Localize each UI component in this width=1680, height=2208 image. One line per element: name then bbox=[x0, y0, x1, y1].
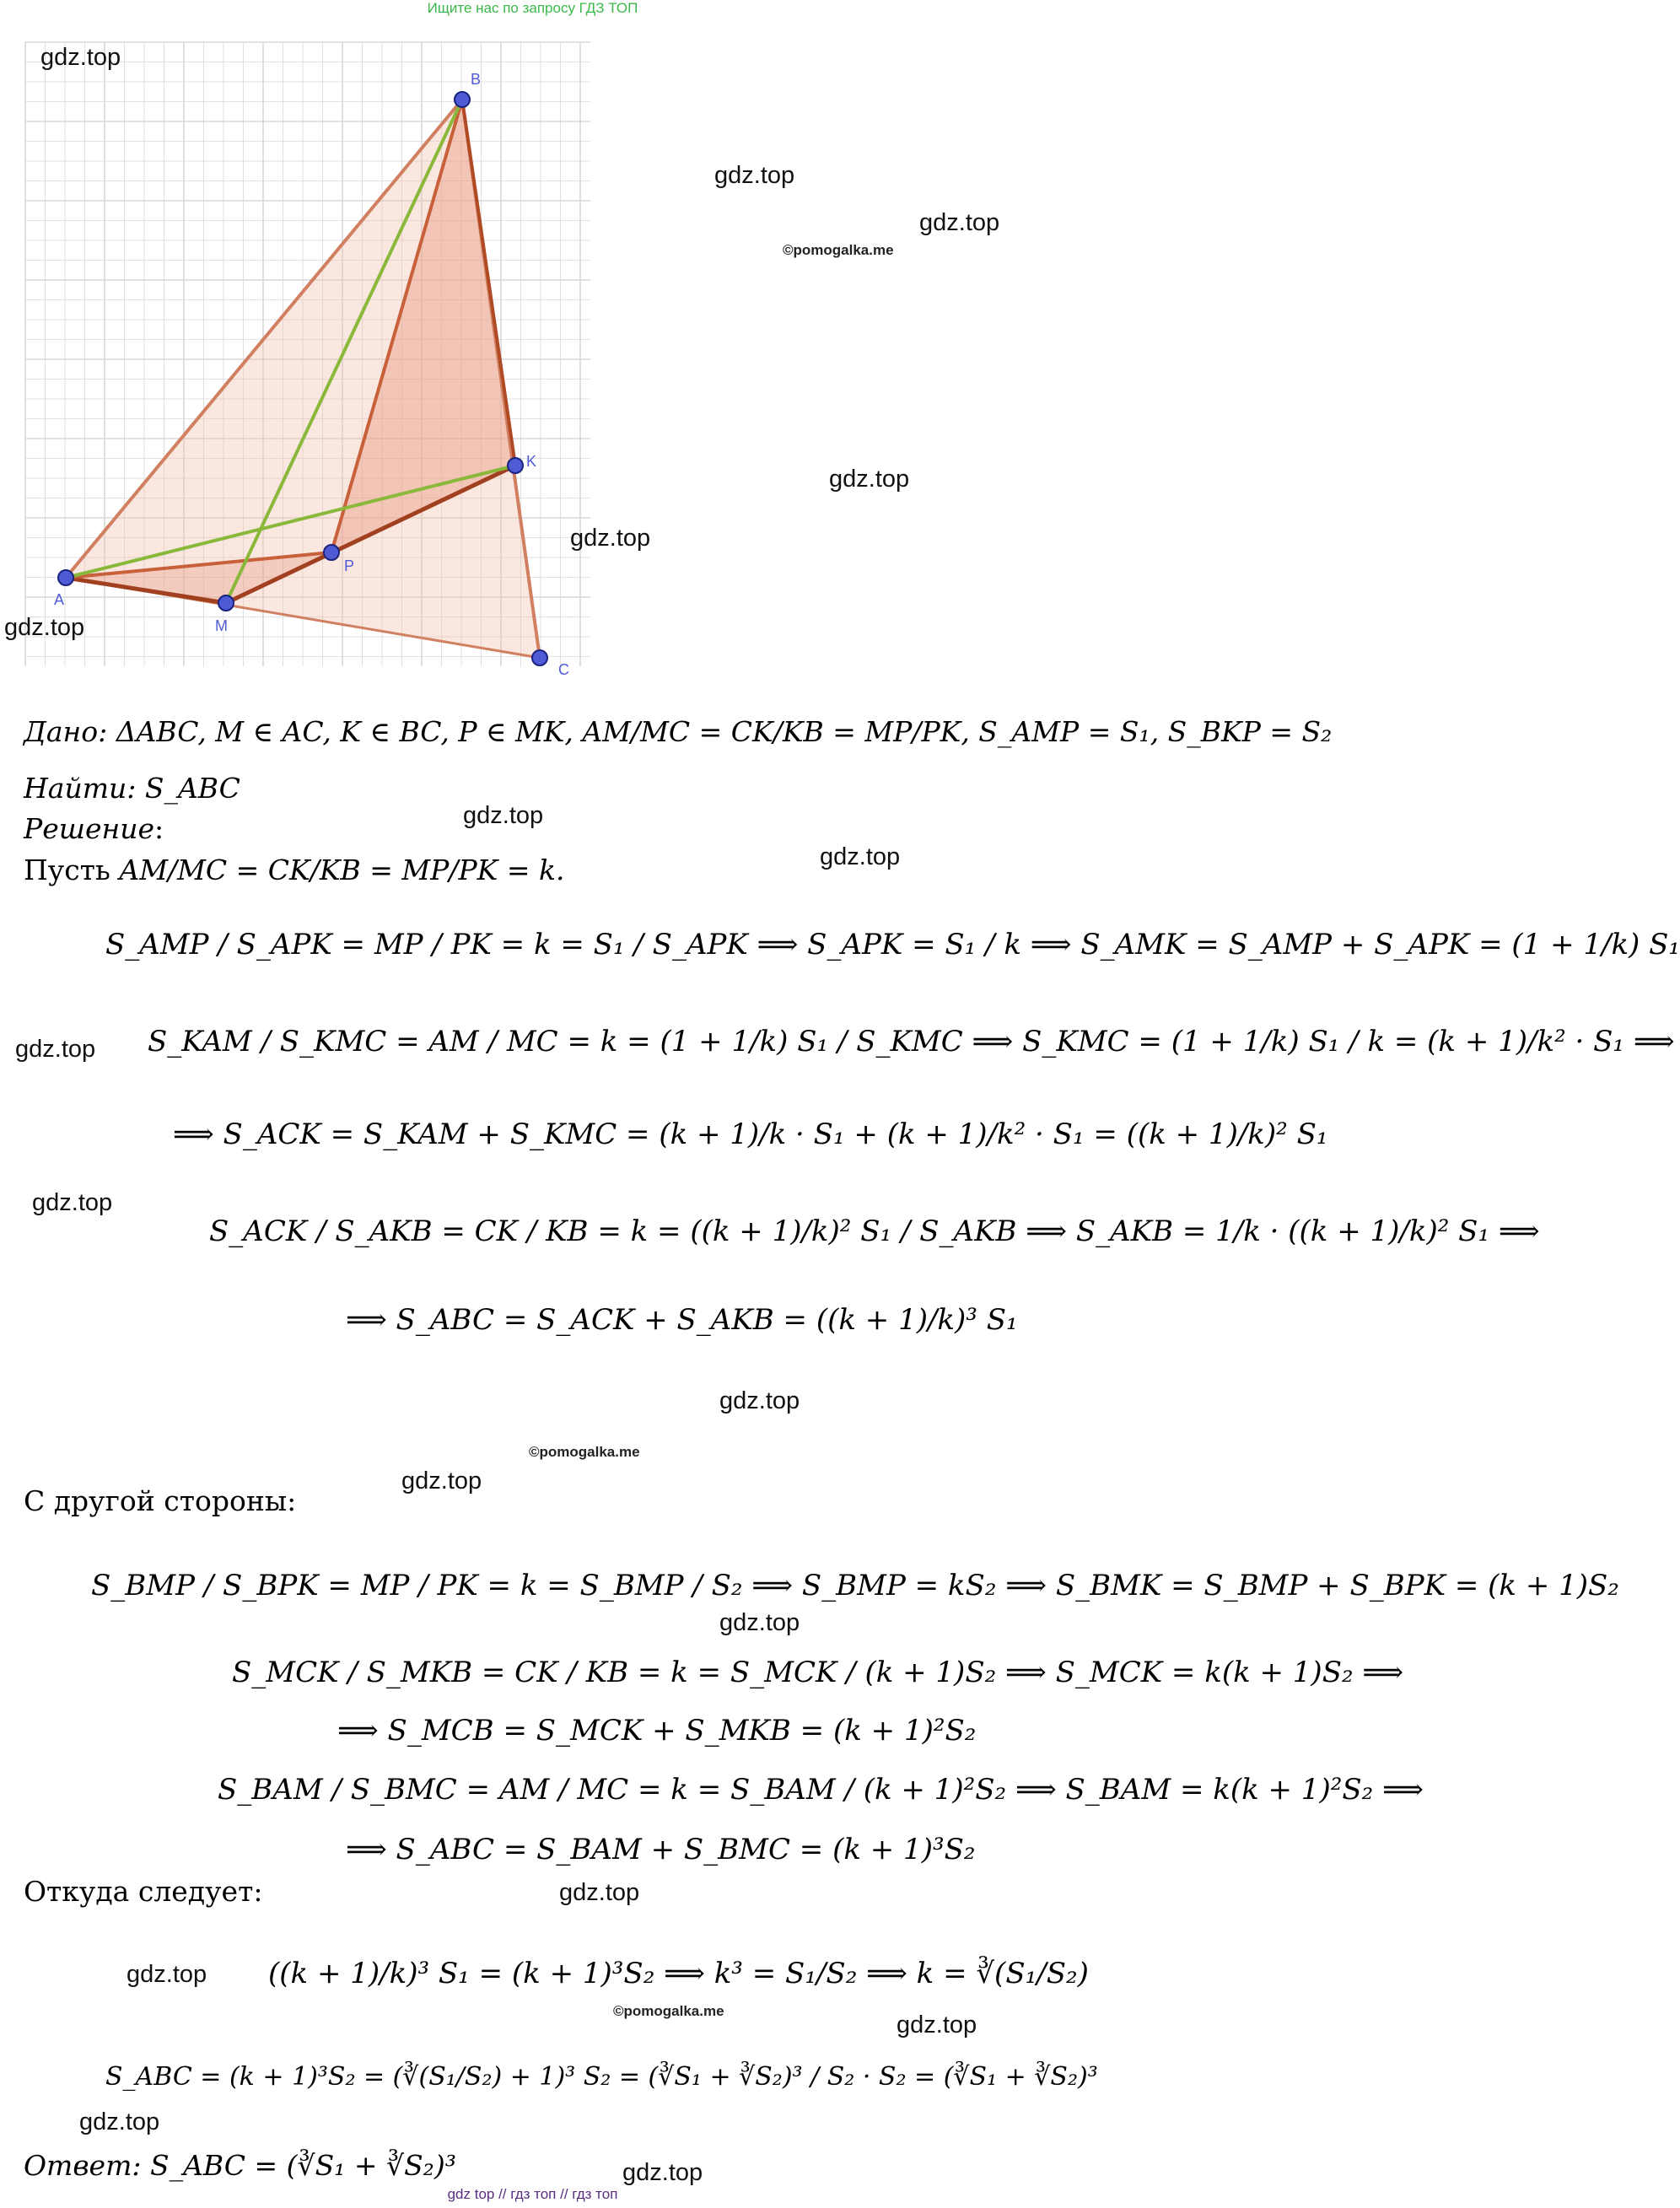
watermark: gdz.top bbox=[719, 1609, 800, 1636]
top-banner[interactable]: Ищите нас по запросу ГДЗ ТОП bbox=[427, 0, 638, 16]
label-c: C bbox=[558, 661, 569, 678]
given-label: Дано bbox=[24, 715, 99, 748]
point-a bbox=[58, 570, 73, 585]
label-p: P bbox=[344, 557, 355, 574]
point-b bbox=[455, 92, 470, 107]
footer-links[interactable]: gdz top // гдз топ // гдз топ bbox=[447, 2186, 618, 2202]
answer-label: Ответ: bbox=[24, 2149, 142, 2182]
equation-11: ((k + 1)/k)³ S₁ = (k + 1)³S₂ ⟹ k³ = S₁/S₂ ⟹ k = ∛(S₁/S₂) bbox=[268, 1957, 1089, 1990]
watermark: gdz.top bbox=[719, 1387, 800, 1414]
label-k: K bbox=[526, 453, 537, 470]
answer-body: S_ABC = (∛S₁ + ∛S₂)³ bbox=[141, 2149, 457, 2182]
equation-4: S_ACK / S_AKB = CK / KB = k = ((k + 1)/k)² S₁ / S_AKB ⟹ S_AKB = 1/k · ((k + 1)/k)² S₁ ⟹ bbox=[209, 1214, 1540, 1248]
watermark: gdz.top bbox=[15, 1036, 96, 1063]
given-line bbox=[24, 715, 1332, 748]
find-label: Найти bbox=[24, 772, 127, 805]
let-line bbox=[24, 854, 564, 886]
watermark: gdz.top bbox=[32, 1189, 113, 1216]
find-body: : S_ABC bbox=[127, 772, 240, 805]
equation-10: ⟹ S_ABC = S_BAM + S_BMC = (k + 1)³S₂ bbox=[346, 1833, 976, 1866]
watermark: gdz.top bbox=[401, 1468, 482, 1494]
watermark: gdz.top bbox=[897, 2011, 977, 2038]
let-body: AM/MC = CK/KB = MP/PK = k. bbox=[110, 854, 565, 886]
equation-1: S_AMP / S_APK = MP / PK = k = S₁ / S_APK ⟹ S_APK = S₁ / k ⟹ S_AMK = S_AMP + S_APK = (1 + 1/k) S₁ bbox=[105, 928, 1680, 961]
label-a: A bbox=[54, 591, 65, 608]
copyright: ©pomogalka.me bbox=[529, 1444, 640, 1460]
watermark: gdz.top bbox=[79, 2108, 160, 2135]
watermark: gdz.top bbox=[40, 44, 121, 71]
watermark: gdz.top bbox=[919, 209, 1000, 236]
point-m bbox=[218, 595, 234, 611]
triangle-figure bbox=[0, 25, 607, 678]
solution-colon: : bbox=[154, 812, 164, 845]
point-k bbox=[508, 458, 523, 473]
let-word: Пусть bbox=[24, 854, 110, 886]
equation-8: ⟹ S_MCB = S_MCK + S_MKB = (k + 1)²S₂ bbox=[337, 1714, 977, 1748]
copyright: ©pomogalka.me bbox=[613, 2003, 724, 2019]
equation-6: S_BMP / S_BPK = MP / PK = k = S_BMP / S₂ ⟹ S_BMP = kS₂ ⟹ S_BMK = S_BMP + S_BPK = (k + 1)S₂ bbox=[91, 1569, 1619, 1602]
find-line bbox=[24, 772, 240, 805]
watermark: gdz.top bbox=[820, 843, 901, 870]
watermark: gdz.top bbox=[714, 162, 795, 189]
equation-7: S_MCK / S_MKB = CK / KB = k = S_MCK / (k + 1)S₂ ⟹ S_MCK = k(k + 1)S₂ ⟹ bbox=[232, 1656, 1404, 1689]
hence-line: Откуда следует: bbox=[24, 1875, 263, 1908]
label-m: M bbox=[215, 617, 228, 634]
watermark: gdz.top bbox=[4, 614, 85, 641]
watermark: gdz.top bbox=[127, 1961, 207, 1988]
watermark: gdz.top bbox=[559, 1879, 640, 1906]
watermark: gdz.top bbox=[622, 2159, 703, 2186]
answer-line bbox=[24, 2149, 456, 2182]
watermark: gdz.top bbox=[829, 466, 910, 493]
watermark: gdz.top bbox=[463, 802, 544, 829]
equation-5: ⟹ S_ABC = S_ACK + S_AKB = ((k + 1)/k)³ S₁ bbox=[346, 1303, 1018, 1337]
solution-line bbox=[24, 812, 164, 845]
label-b: B bbox=[471, 71, 482, 88]
other-side-line: С другой стороны: bbox=[24, 1484, 297, 1517]
equation-2: S_KAM / S_KMC = AM / MC = k = (1 + 1/k) S₁ / S_KMC ⟹ S_KMC = (1 + 1/k) S₁ / k = (k + 1)/k² · S₁ ⟹ bbox=[148, 1025, 1675, 1058]
solution-label: Решение bbox=[24, 812, 155, 845]
point-p bbox=[324, 545, 339, 560]
equation-3: ⟹ S_ACK = S_KAM + S_KMC = (k + 1)/k · S₁ + (k + 1)/k² · S₁ = ((k + 1)/k)² S₁ bbox=[173, 1117, 1328, 1151]
copyright: ©pomogalka.me bbox=[783, 242, 894, 258]
watermark: gdz.top bbox=[570, 525, 651, 552]
given-body: : ΔABC, M ∈ AC, K ∈ BC, P ∈ MK, AM/MC = CK/KB = MP/PK, S_AMP = S₁, S_BKP = S₂ bbox=[98, 715, 1333, 748]
equation-12: S_ABC = (k + 1)³S₂ = (∛(S₁/S₂) + 1)³ S₂ = (∛S₁ + ∛S₂)³ / S₂ · S₂ = (∛S₁ + ∛S₂)³ bbox=[105, 2062, 1098, 2092]
equation-9: S_BAM / S_BMC = AM / MC = k = S_BAM / (k + 1)²S₂ ⟹ S_BAM = k(k + 1)²S₂ ⟹ bbox=[218, 1773, 1424, 1807]
point-c bbox=[532, 650, 547, 665]
